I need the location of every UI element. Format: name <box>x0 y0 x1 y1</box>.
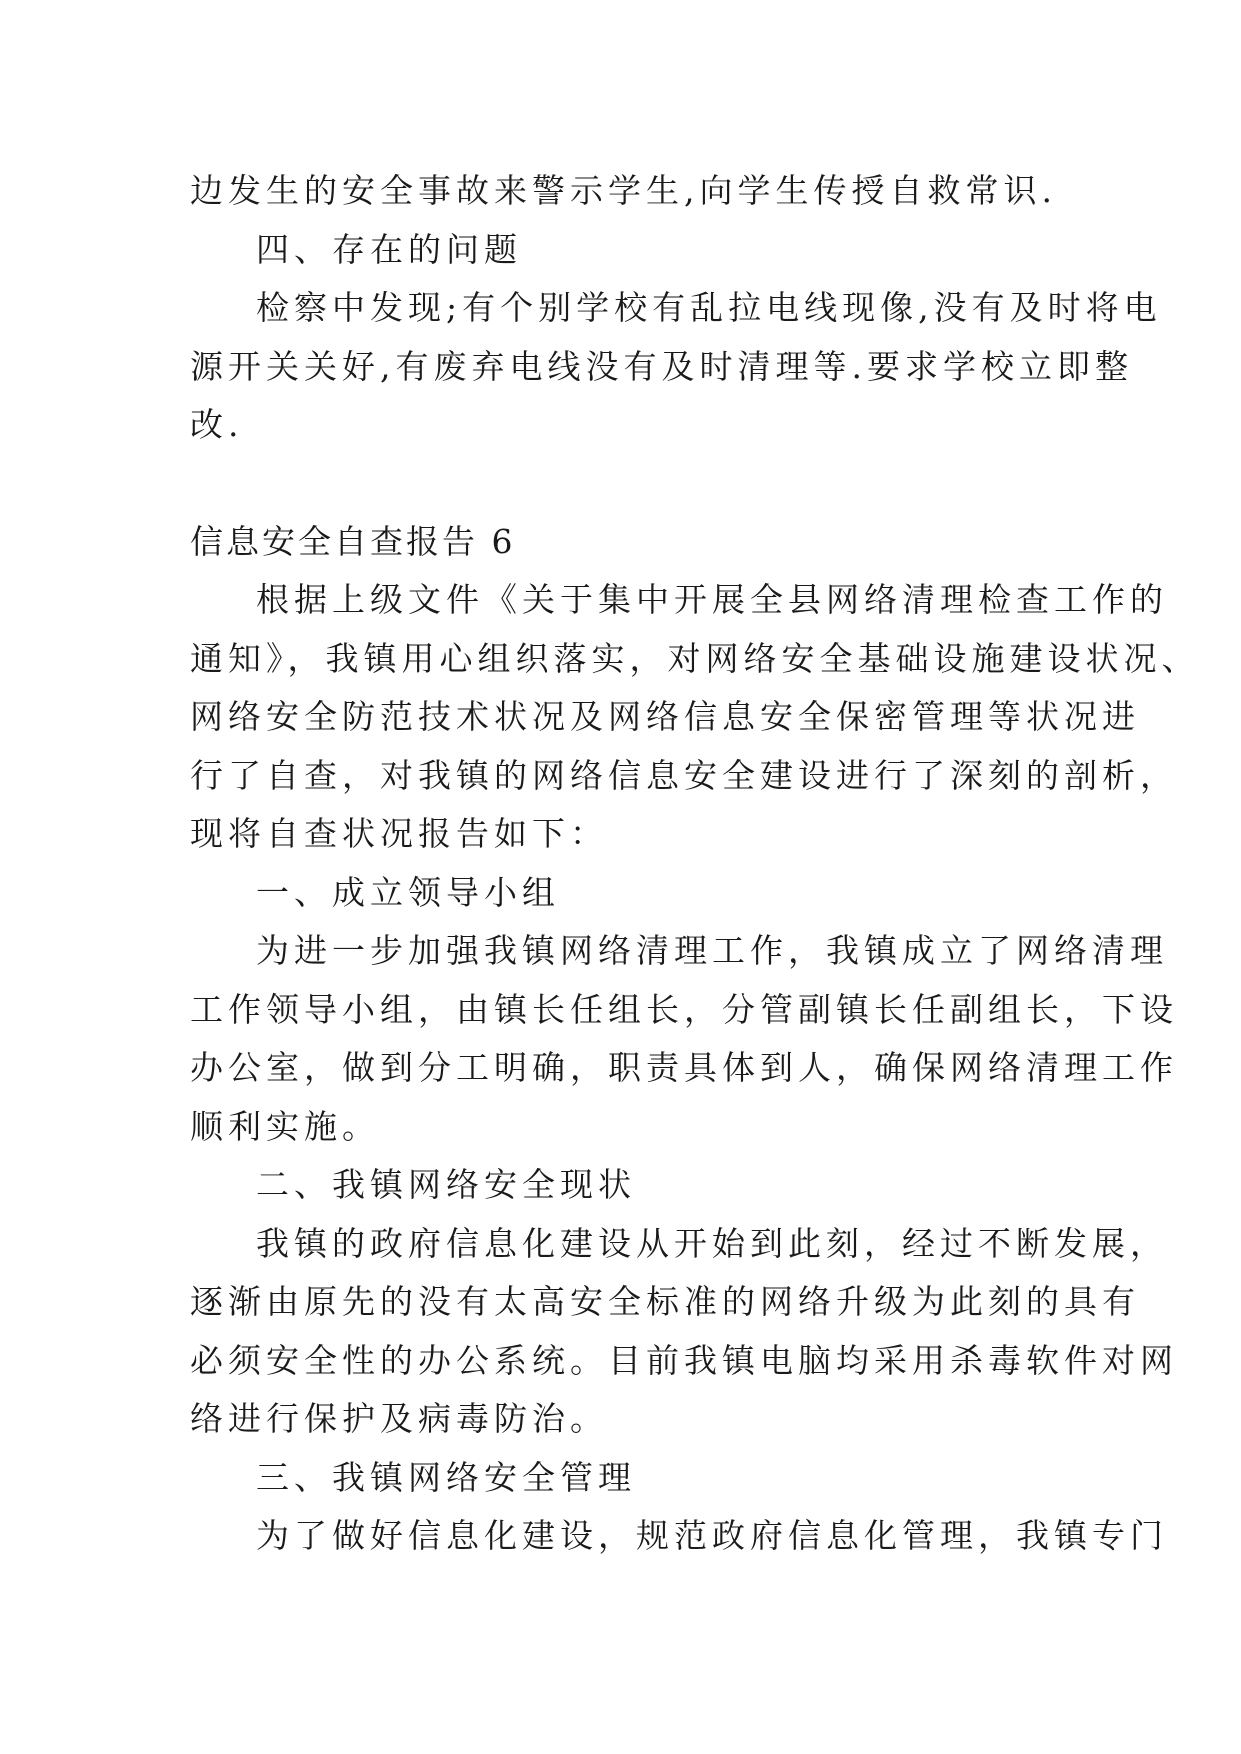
body-line: 工作领导小组，由镇长任组长，分管副镇长任副组长，下设 <box>190 989 1178 1029</box>
section-heading: 三、我镇网络安全管理 <box>256 1457 636 1497</box>
body-line: 改. <box>190 405 244 444</box>
body-line: 我镇的政府信息化建设从开始到此刻，经过不断发展， <box>256 1223 1168 1263</box>
body-line: 源开关关好,有废弃电线没有及时清理等.要求学校立即整 <box>190 346 1133 386</box>
section-heading: 二、我镇网络安全现状 <box>256 1165 636 1204</box>
body-line: 络进行保护及病毒防治。 <box>190 1399 608 1438</box>
body-line: 必须安全性的办公系统。目前我镇电脑均采用杀毒软件对网 <box>190 1340 1178 1380</box>
body-line: 现将自查状况报告如下： <box>190 814 608 853</box>
body-line: 边发生的安全事故来警示学生,向学生传授自救常识. <box>190 171 1057 210</box>
body-line: 通知》，我镇用心组织落实，对网络安全基础设施建设状况、 <box>190 638 1200 678</box>
body-line: 顺利实施。 <box>190 1106 380 1146</box>
body-line: 检察中发现;有个别学校有乱拉电线现像,没有及时将电 <box>256 288 1162 327</box>
document-page <box>190 162 1200 1566</box>
body-line: 行了自查，对我镇的网络信息安全建设进行了深刻的剖析， <box>190 755 1178 795</box>
body-line: 为进一步加强我镇网络清理工作，我镇成立了网络清理 <box>256 931 1168 970</box>
section-heading: 一、成立领导小组 <box>256 872 560 912</box>
body-line: 办公室，做到分工明确，职责具体到人，确保网络清理工作 <box>190 1048 1178 1087</box>
report-title: 信息安全自查报告 6 <box>190 521 516 561</box>
body-line: 为了做好信息化建设，规范政府信息化管理，我镇专门 <box>256 1516 1168 1555</box>
section-heading: 四、存在的问题 <box>256 229 522 269</box>
section-spacer <box>190 455 1070 513</box>
body-line: 根据上级文件《关于集中开展全县网络清理检查工作的 <box>256 580 1168 619</box>
body-line: 逐渐由原先的没有太高安全标准的网络升级为此刻的具有 <box>190 1282 1140 1321</box>
body-line: 网络安全防范技术状况及网络信息安全保密管理等状况进 <box>190 697 1140 736</box>
